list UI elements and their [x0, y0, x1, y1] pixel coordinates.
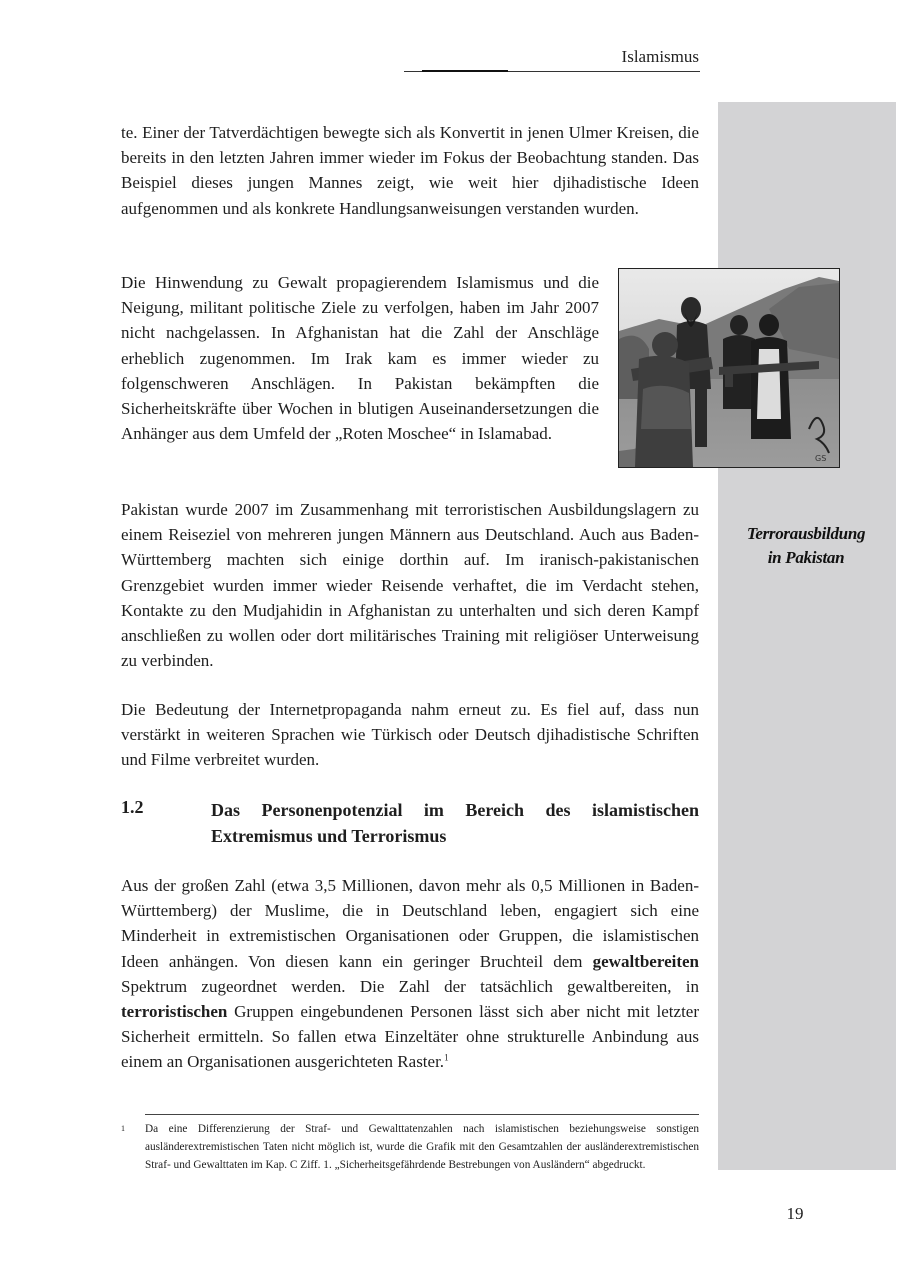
header-rule-accent — [422, 70, 508, 72]
margin-note — [722, 522, 890, 570]
photo-image — [619, 269, 839, 467]
paragraph-3: Pakistan wurde 2007 im Zusammenhang mit terroristischen Ausbildungslagern zu einem Reiseziel von mehreren jungen Männern aus Deutschland. Auch aus Baden-Württemberg machten sich einige dorthin auf. Im iranisch-pakistanischen Grenzgebiet wurden immer wieder Reisende verhaftet, die im Verdacht stehen, Kontakte zu den Mudjahidin in Afghanistan zu unterhalten und sich deren Kampf anschließen zu wollen oder dort militärisches Training mit religiöser Unterweisung zu verbinden. — [121, 500, 699, 671]
section-number: 1.2 — [121, 797, 144, 817]
footnote-text: Da eine Differenzierung der Straf- und Gewalttatenzahlen nach islamistischen beziehungsweise sonstigen ausländerextremistischen Taten nicht möglich ist, wurde die Grafik mit den Gesamtzahlen der ausländerextremistischen Straf- und Gewalttaten im Kap. C Ziff. 1. „Sicherheitsgefährdende Bestrebungen von Ausländern“ abgedruckt. — [145, 1123, 699, 1171]
bold-term-gewaltbereiten: gewaltbereiten — [592, 951, 699, 971]
margin-note-line-1: Terrorausbildung — [746, 524, 866, 543]
paragraph-5 — [121, 873, 699, 1075]
svg-text:GS: GS — [815, 454, 827, 463]
margin-band — [718, 102, 896, 1170]
footnote-number: 1 — [121, 1124, 125, 1133]
paragraph-1: te. Einer der Tatverdächtigen bewegte sich als Konvertit in jenen Ulmer Kreisen, die bereits in den letzten Jahren immer wieder im Fokus der Beobachtung standen. Das Beispiel dieses jungen Mannes zeigt, wie weit hier djihadistische Ideen aufgenommen und als konkrete Handlungsanweisungen verstanden wurden. — [121, 123, 699, 218]
margin-note-line-2: in Pakistan — [767, 548, 845, 567]
page-header-title: Islamismus — [621, 47, 699, 66]
paragraph-5-text-1: Aus der großen Zahl (etwa 3,5 Millionen, davon mehr als 0,5 Millionen in Baden-Württemberg) der Muslime, die in Deutschland leben, engagiert sich eine Minderheit in extremistischen Organisationen oder Gruppen, die islamistischen Ideen anhängen. Von diesen kann ein geringer Bruchteil dem — [121, 876, 699, 971]
footnote-rule — [145, 1114, 699, 1115]
section-heading: Das Personenpotenzial im Bereich des islamistischen Extremismus und Terrorismus — [211, 800, 699, 846]
paragraph-2: Die Hinwendung zu Gewalt propagierendem Islamismus und die Neigung, militant politische Ziele zu verfolgen, haben im Jahr 2007 nicht nachgelassen. In Afghanistan hat die Zahl der Anschläge erheblich zugenommen. Im Irak kam es immer wieder zu folgenschweren Anschlägen. In Pakistan bekämpften die Sicherheitskräfte über Wochen in blutigen Auseinandersetzungen die Anhänger aus dem Umfeld der „Roten Moschee“ in Islamabad. — [121, 273, 599, 444]
bold-term-terroristischen: terroristischen — [121, 1002, 228, 1022]
footnote-reference[interactable]: 1 — [444, 1052, 449, 1063]
paragraph-5-text-3: Gruppen eingebundenen Personen lässt sich aber nicht mit letzter Sicherheit ermitteln. So fallen etwa Einzeltäter ohne strukturelle Anbindung aus einem an Organisationen ausgerichteten Raster. — [121, 1002, 699, 1072]
paragraph-5-text-2: Spektrum zugeordnet werden. Die Zahl der tatsächlich gewaltbereiten, in — [121, 976, 699, 996]
photo-militants-training — [618, 268, 840, 468]
paragraph-4: Die Bedeutung der Internetpropaganda nahm erneut zu. Es fiel auf, dass nun verstärkt in weiteren Sprachen wie Türkisch oder Deutsch djihadistische Schriften und Filme verbreitet wurden. — [121, 700, 699, 770]
page-number: 19 — [786, 1204, 804, 1223]
